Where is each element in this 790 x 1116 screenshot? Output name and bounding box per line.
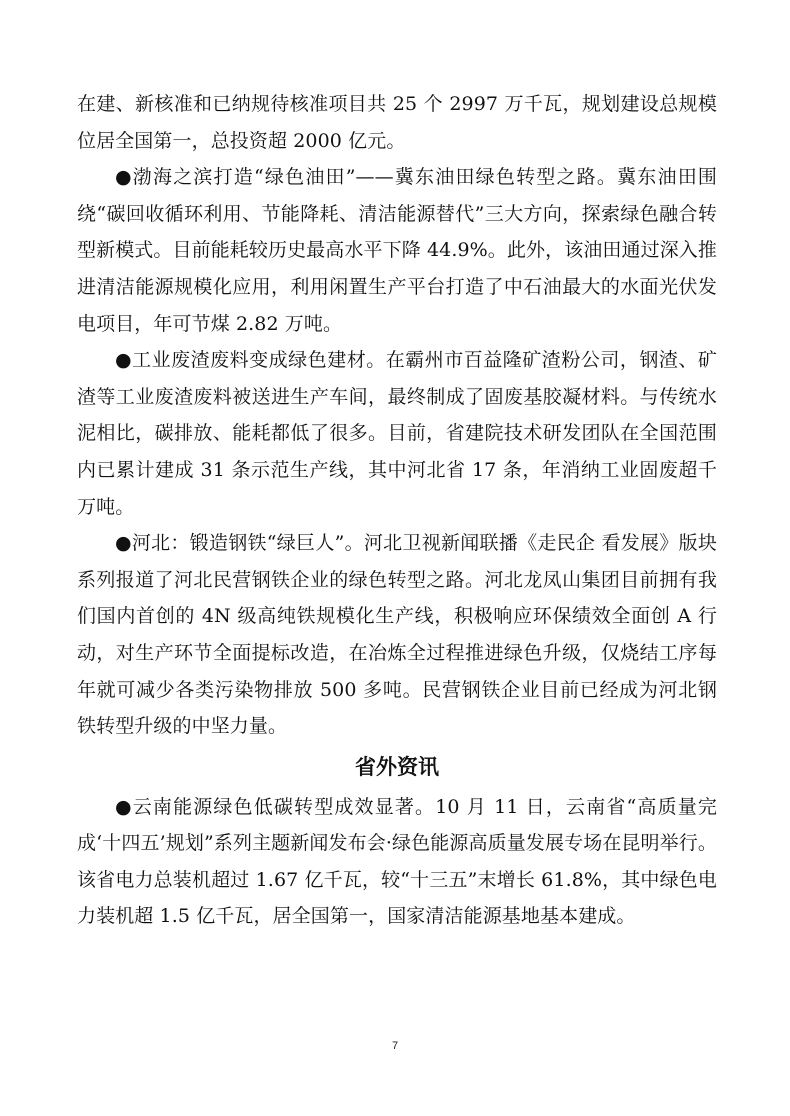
paragraph-yunnan-energy: ●云南能源绿色低碳转型成效显著。10 月 11 日，云南省“高质量完成‘十四五’规划”系列主题新闻发布会·绿色能源高质量发展专场在昆明举行。该省电力总装机超过 1.67 亿千瓦，较“十三五”末增长 61.8%，其中绿色电力装机超 1.5 亿千瓦，居全国第一，国家清洁能源基地基本建成。: [77, 795, 717, 928]
paragraph-industrial-waste: ●工业废渣废料变成绿色建材。在霸州市百益隆矿渣粉公司，钢渣、矿渣等工业废渣废料被送进生产车间，最终制成了固废基胶凝材料。与传统水泥相比，碳排放、能耗都低了很多。目前，省建院技术研发团队在全国范围内已累计建成 31 条示范生产线，其中河北省 17 条，年消纳工业固废超千万吨。: [77, 349, 717, 518]
page-number: 7: [391, 1040, 399, 1052]
page-content: [77, 86, 717, 935]
top-paragraphs: [77, 86, 717, 745]
paragraph-continuation: 在建、新核准和已纳规待核准项目共 25 个 2997 万千瓦，规划建设总规模位居全国第一，总投资超 2000 亿元。: [77, 93, 717, 152]
bottom-paragraphs: [77, 789, 717, 935]
section-heading: 省外资讯: [355, 754, 439, 779]
paragraph-hebei-steel: ●河北：锻造钢铁“绿巨人”。河北卫视新闻联播《走民企 看发展》版块系列报道了河北民营钢铁企业的绿色转型之路。河北龙凤山集团目前拥有我们国内首创的 4N 级高纯铁规模化生产线，积极响应环保绩效全面创 A 行动，对生产环节全面提标改造，在冶炼全过程推进绿色升级，仅烧结工序每年就可减少各类污染物排放 500 多吨。民营钢铁企业目前已经成为河北钢铁转型升级的中坚力量。: [77, 532, 717, 738]
paragraph-jidong-oilfield: ●渤海之滨打造“绿色油田”——冀东油田绿色转型之路。冀东油田围绕“碳回收循环利用、节能降耗、清洁能源替代”三大方向，探索绿色融合转型新模式。目前能耗较历史最高水平下降 44.9%。此外，该油田通过深入推进清洁能源规模化应用，利用闲置生产平台打造了中石油最大的水面光伏发电项目，年可节煤 2.82 万吨。: [77, 166, 717, 335]
